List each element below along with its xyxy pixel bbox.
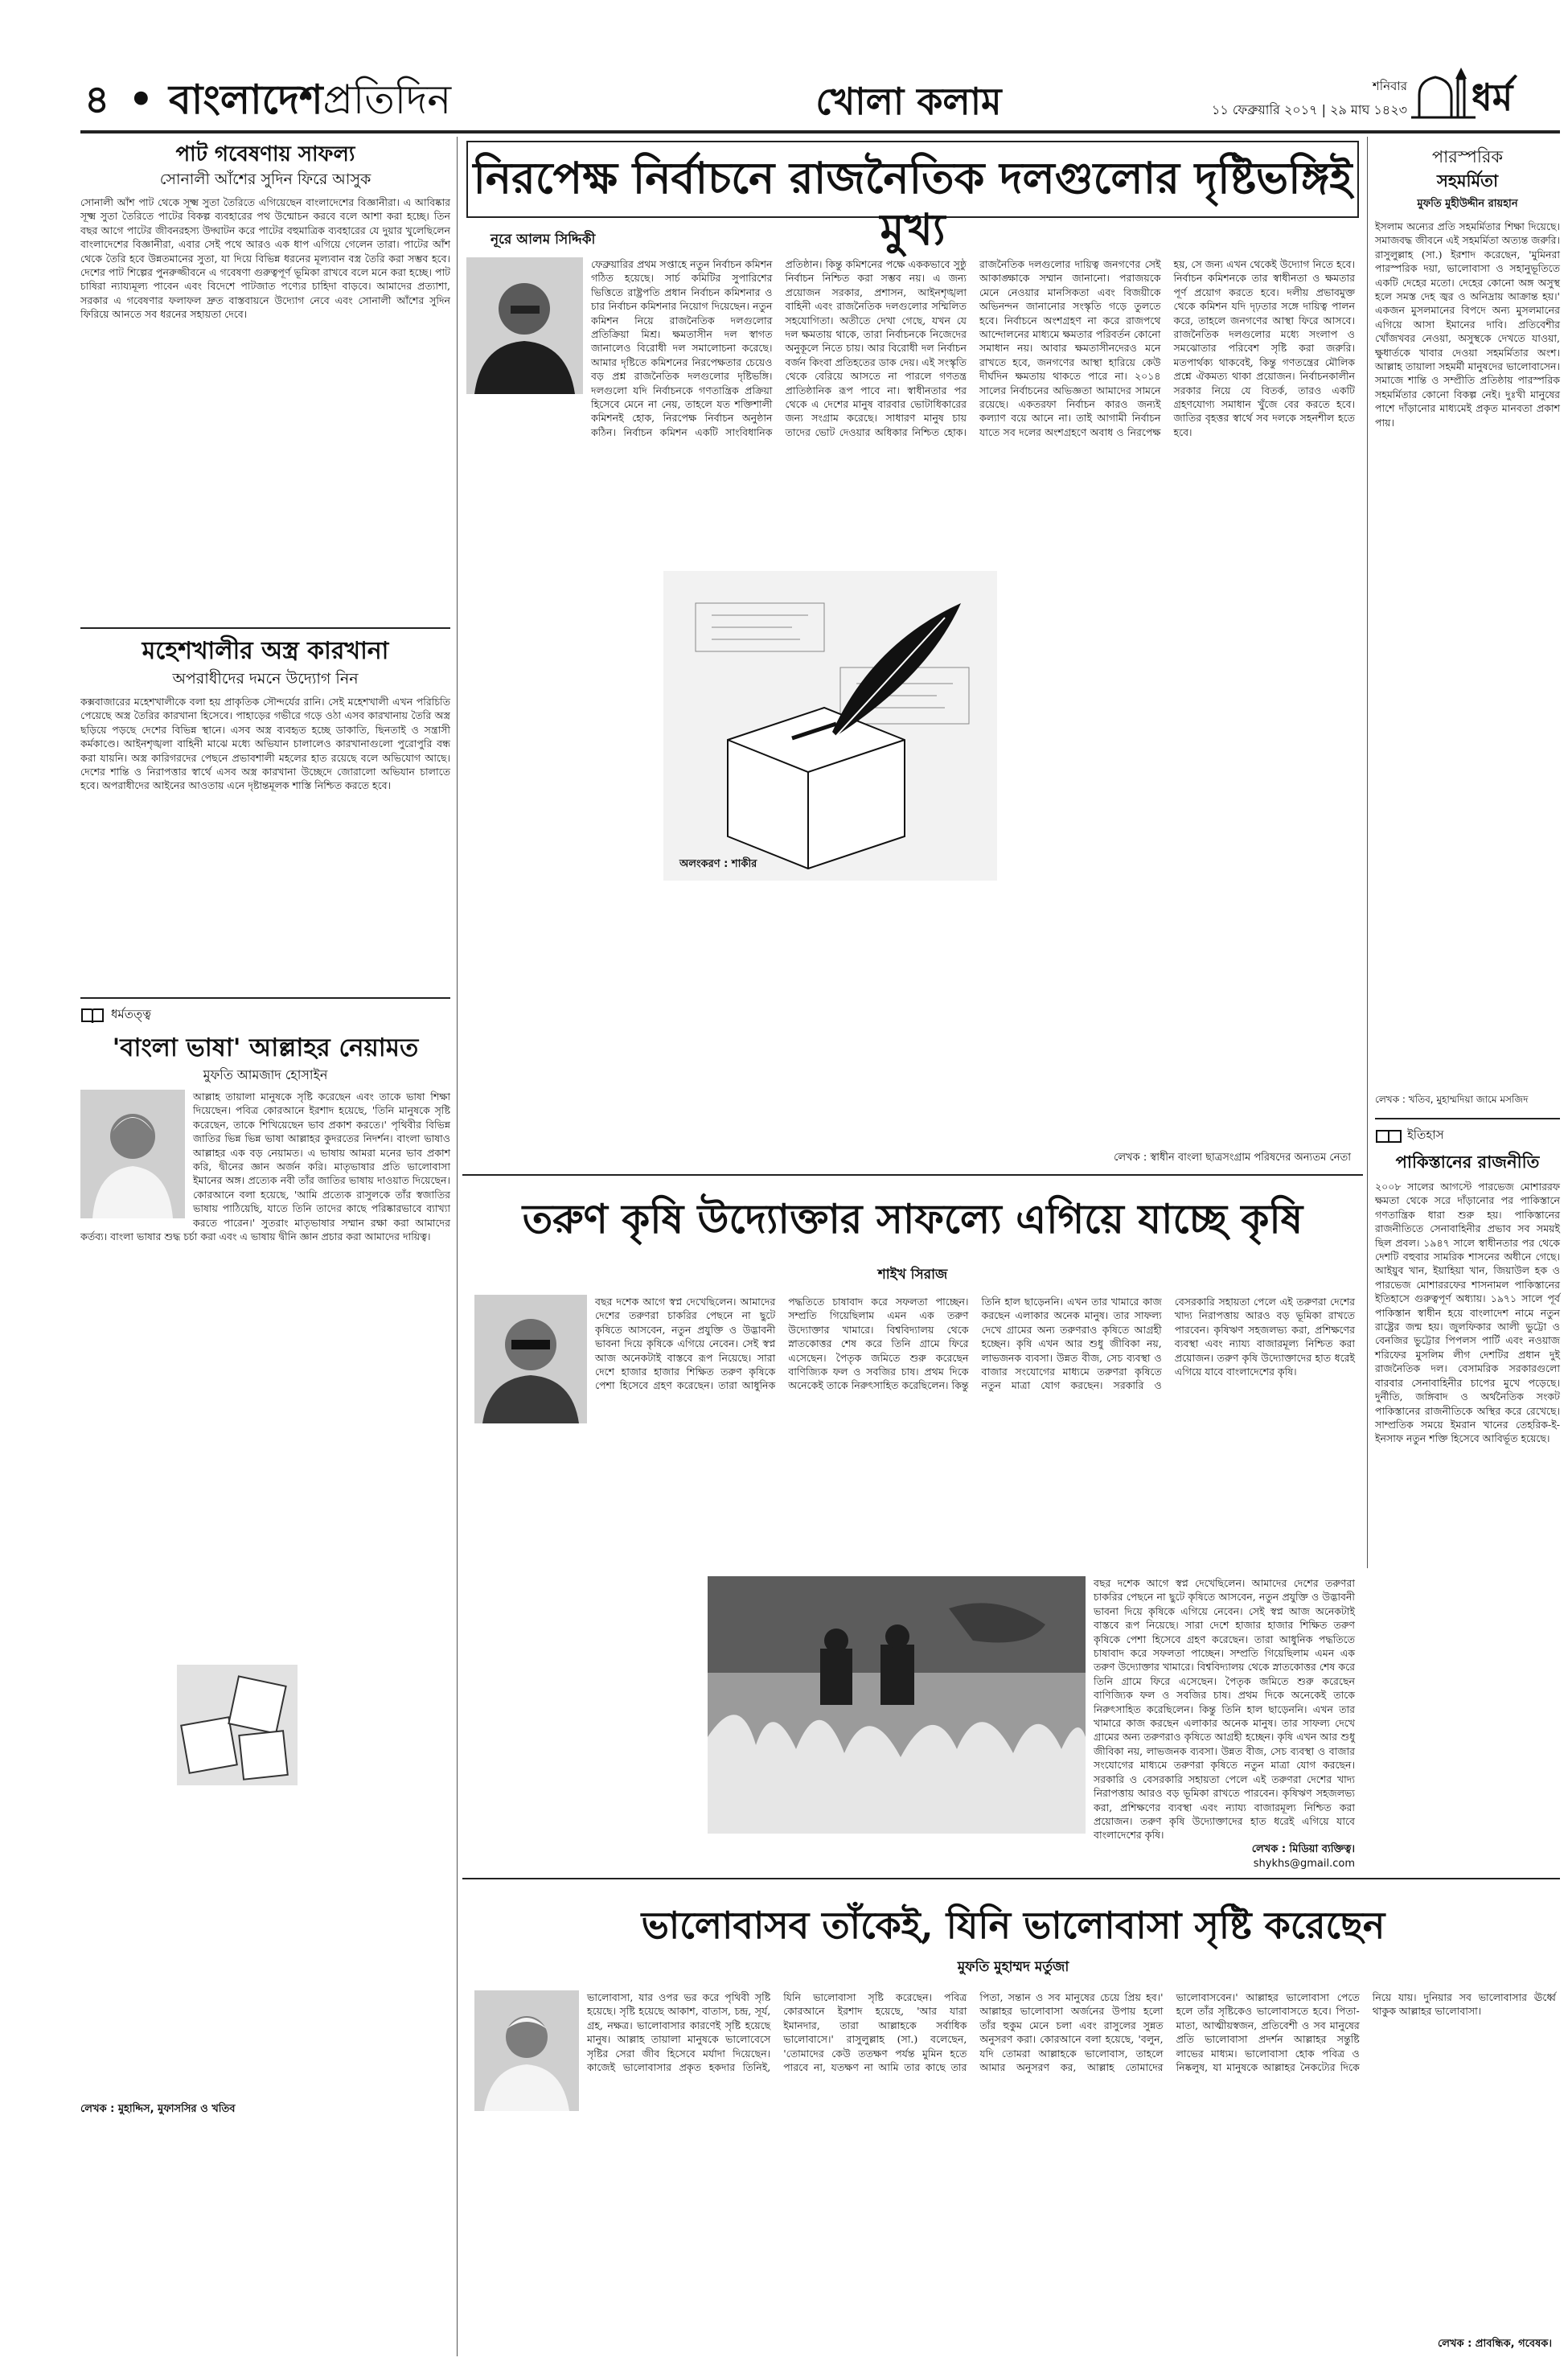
person-portrait-icon <box>474 1295 587 1423</box>
alphabet-blocks-icon <box>177 1665 298 1785</box>
lead-body: ফেব্রুয়ারির প্রথম সপ্তাহে নতুন নির্বাচন কমিশন গঠিত হয়েছে। সার্চ কমিটির সুপারিশের ভিত্তিতে রাষ্ট্রপতি প্রধান নির্বাচন কমিশনার ও চার নির্বাচন কমিশনার নিয়োগ দিয়েছেন। নতুন কমিশন নিয়ে রাজনৈতিক দলগুলোর প্রতিক্রিয়া মিশ্র। ক্ষমতাসীন দল স্বাগত জানালেও বিরোধী দল সমালোচনা করেছে। আমার দৃষ্টিতে কমিশনের নিরপেক্ষতার চেয়েও বড় প্রশ্ন রাজনৈতিক দলগুলোর দৃষ্টিভঙ্গি। দলগুলো যদি নির্বাচনকে গণতান্ত্রিক প্রক্রিয়া হিসেবে মেনে না নেয়, তাহলে যত শক্তিশালী কমিশনই হোক, নিরপেক্ষ নির্বাচন অনুষ্ঠান কঠিন। নির্বাচন কমিশন একটি সাংবিধানিক প্রতিষ্ঠান। কিন্তু কমিশনের পক্ষে এককভাবে সুষ্ঠু নির্বাচন নিশ্চিত করা সম্ভব নয়। এ জন্য প্রয়োজন সরকার, প্রশাসন, আইনশৃঙ্খলা বাহিনী এবং রাজনৈতিক দলগুলোর সম্মিলিত সহযোগিতা। অতীতে দেখা গেছে, যখন যে দল ক্ষমতায় থাকে, তারা নির্বাচনকে নিজেদের অনুকূলে নিতে চায়। আর বিরোধী দল নির্বাচন বর্জন কিংবা প্রতিহতের ডাক দেয়। এই সংস্কৃতি থেকে বেরিয়ে আসতে না পারলে গণতন্ত্র প্রাতিষ্ঠানিক রূপ পাবে না। স্বাধীনতার পর থেকে এ দেশের মানুষ বারবার ভোটাধিকারের জন্য সংগ্রাম করেছে। সাধারণ মানুষ চায় তাদের ভোট দেওয়ার অধিকার নিশ্চিত হোক। রাজনৈতিক দলগুলোর দায়িত্ব জনগণের সেই আকাঙ্ক্ষাকে সম্মান জানানো। পরাজয়কে মেনে নেওয়ার মানসিকতা এবং বিজয়ীকে অভিনন্দন জানানোর সংস্কৃতি গড়ে তুলতে হবে। নির্বাচনে অংশগ্রহণ না করে রাজপথে আন্দোলনের মাধ্যমে ক্ষমতার পরিবর্তন কোনো সমাধান নয়। আবার ক্ষমতাসীনদেরও মনে রাখতে হবে, জনগণের আস্থা হারিয়ে কেউ দীর্ঘদিন ক্ষমতায় থাকতে পারে না। ২০১৪ সালের নির্বাচনের অভিজ্ঞতা আমাদের সামনে রয়েছে। একতরফা নির্বাচন কারও জন্যই কল্যাণ বয়ে আনে না। তাই আগামী নির্বাচন যাতে সব দলের অংশগ্রহণে অবাধ ও নিরপেক্ষ হয়, সে জন্য এখন থেকেই উদ্যোগ নিতে হবে। নির্বাচন কমিশনকে তার স্বাধীনতা ও ক্ষমতার পূর্ণ প্রয়োগ করতে হবে। দলীয় প্রভাবমুক্ত থেকে কমিশন যদি দৃঢ়তার সঙ্গে দায়িত্ব পালন করে, তাহলে জনগণের আস্থা ফিরে আসবে। রাজনৈতিক দলগুলোর মধ্যে সংলাপ ও সমঝোতার পরিবেশ সৃষ্টি করা জরুরি। মতপার্থক্য থাকবেই, কিন্তু গণতন্ত্রের মৌলিক প্রশ্নে ঐকমত্য থাকা প্রয়োজন। নির্বাচনকালীন সরকার নিয়ে যে বিতর্ক, তারও একটি গ্রহণযোগ্য সমাধান খুঁজে বের করতে হবে। জাতির বৃহত্তর স্বার্থে সব দলকে সহনশীল হতে হবে। <box>591 258 1358 438</box>
author-photo <box>80 1090 185 1218</box>
article-title: পাট গবেষণায় সাফল্য <box>175 142 355 166</box>
article-title: সহমর্মিতা <box>1436 170 1499 191</box>
lead-divider <box>462 1174 1363 1176</box>
feature-love <box>466 1886 1560 2360</box>
col-rule-left <box>457 137 458 2356</box>
page-number: ৪ <box>84 77 110 122</box>
lead-author: নূরে আলম সিদ্দিকী <box>491 232 596 248</box>
book-icon <box>1375 1127 1402 1145</box>
left-divider-2 <box>80 997 450 999</box>
article-subtitle: অপরাধীদের দমনে উদ্যোগ নিন <box>172 670 359 688</box>
feature-agriculture <box>466 1182 1359 1970</box>
feature-headline: ভালোবাসব তাঁকেই, যিনি ভালোবাসা সৃষ্টি করেছেন <box>641 1904 1385 1947</box>
feature-footer: লেখক : মিডিয়া ব্যক্তিত্ব। <box>1251 1843 1355 1855</box>
article-author: মুফতি মুহীউদ্দীন রায়হান <box>1417 198 1518 210</box>
paper-name-suffix: প্রতিদিন <box>322 76 452 123</box>
article-footer: লেখক : মুহাদ্দিস, মুফাসসির ও খতিব <box>80 2103 236 2115</box>
kicker <box>1375 1126 1560 1146</box>
masthead-dot: • <box>129 77 154 122</box>
article-title: মহেশখালীর অস্ত্র কারখানা <box>142 637 389 665</box>
kicker <box>80 1005 450 1025</box>
weekday: শনিবার <box>1372 79 1407 93</box>
lead-footer: লেখক : স্বাধীন বাংলা ছাত্রসংগ্রাম পরিষদের অন্যতম নেতা <box>1114 1152 1351 1164</box>
letter-blocks-image <box>177 1665 298 1785</box>
article-kicker: পারস্পরিক <box>1431 147 1504 166</box>
feature-photo <box>708 1576 1086 1834</box>
illustration-credit: অলংকরণ : শাকীর <box>679 858 757 870</box>
feature-headline: তরুণ কৃষি উদ্যোক্তার সাফল্যে এগিয়ে যাচ্ছে কৃষি <box>522 1195 1303 1242</box>
article-body: ইসলাম অন্যের প্রতি সহমর্মিতার শিক্ষা দিয়েছে। সমাজবদ্ধ জীবনে এই সহমর্মিতা অত্যন্ত জরুরি। রাসুলুল্লাহ (সা.) ইরশাদ করেছেন, 'মুমিনরা পারস্পরিক দয়া, ভালোবাসা ও সহানুভূতিতে একটি দেহের মতো। দেহের কোনো অঙ্গ অসুস্থ হলে সমস্ত দেহ জ্বর ও অনিদ্রায় আক্রান্ত হয়।' একজন মুসলমানের বিপদে অন্য মুসলমানের এগিয়ে আসা ইমানের দাবি। প্রতিবেশীর খোঁজখবর নেওয়া, অসুস্থকে দেখতে যাওয়া, ক্ষুধার্তকে খাবার দেওয়া সহমর্মিতার অংশ। আল্লাহ তায়ালা সহমর্মী মানুষদের ভালোবাসেন। সমাজে শান্তি ও সম্প্রীতি প্রতিষ্ঠায় পারস্পরিক সহমর্মিতার কোনো বিকল্প নেই। দুঃখী মানুষের পাশে দাঁড়ানোর মাধ্যমেই প্রকৃত মানবতা প্রকাশ পায়। <box>1375 220 1563 429</box>
feature-author: মুফতি মুহাম্মদ মর্তুজা <box>957 1959 1069 1975</box>
feature-author: শাইখ সিরাজ <box>877 1267 948 1283</box>
feature-divider <box>462 1878 1560 1879</box>
lead-illustration <box>663 571 997 881</box>
lead-headline: নিরপেক্ষ নির্বাচনে রাজনৈতিক দলগুলোর দৃষ্টিভঙ্গিই মুখ্য <box>473 152 1353 255</box>
ballot-illustration <box>663 571 997 881</box>
feature-footer: লেখক : প্রাবন্ধিক, গবেষক। <box>1437 2338 1552 2350</box>
left-article-jute <box>80 141 454 598</box>
article-body: সোনালী আঁশ পাট থেকে সূক্ষ্ম সুতা তৈরিতে এগিয়েছেন বাংলাদেশের বিজ্ঞানীরা। এ আবিষ্কার সূক্ষ্ম সুতা তৈরিতে পাটের বিকল্প ব্যবহারের পথ উন্মোচন করবে বলে আশা করা হচ্ছে। তিন বছর আগে পাটের জীবনরহস্য উদ্ঘাটন করে পাটের বহুমাত্রিক ব্যবহারের যে দুয়ার খুলেছিলেন বাংলাদেশের বিজ্ঞানীরা, এবার সেই পথে আরও এক ধাপ এগিয়ে গেলেন তারা। পাটের আঁশ থেকে তৈরি হবে উন্নতমানের সুতা, যা দিয়ে বিভিন্ন ধরনের মূল্যবান বস্ত্র তৈরি করা সম্ভব হবে। দেশের পাট শিল্পের পুনরুজ্জীবনে এ গবেষণা গুরুত্বপূর্ণ ভূমিকা রাখবে বলে মনে করা হচ্ছে। পাট চাষিরা ন্যায্যমূল্য পাবেন এবং বিদেশে পাটজাত পণ্যের চাহিদা বাড়বে। আমাদের প্রত্যাশা, সরকার এ গবেষণার ফলাফল দ্রুত বাস্তবায়নে উদ্যোগ নেবে এবং সোনালী আঁশের সুদিন ফিরিয়ে আনতে সব ধরনের সহায়তা দেবে। <box>80 196 454 321</box>
feature-body: ভালোবাসা, যার ওপর ভর করে পৃথিবী সৃষ্টি হয়েছে। সৃষ্টি হয়েছে আকাশ, বাতাস, চন্দ্র, সূর্য, গ্রহ, নক্ষত্র। ভালোবাসার কারণেই সৃষ্টি হয়েছে মানুষ। আল্লাহ তায়ালা মানুষকে ভালোবেসে সৃষ্টির সেরা জীব হিসেবে মর্যাদা দিয়েছেন। কাজেই ভালোবাসার প্রকৃত হকদার তিনিই, যিনি ভালোবাসা সৃষ্টি করেছেন। পবিত্র কোরআনে ইরশাদ হয়েছে, 'আর যারা ইমানদার, তারা আল্লাহকে সর্বাধিক ভালোবাসে।' রাসুলুল্লাহ (সা.) বলেছেন, 'তোমাদের কেউ ততক্ষণ পর্যন্ত মুমিন হতে পারবে না, যতক্ষণ না আমি তার কাছে তার পিতা, সন্তান ও সব মানুষের চেয়ে প্রিয় হব।' আল্লাহর ভালোবাসা অর্জনের উপায় হলো তাঁর হুকুম মেনে চলা এবং রাসুলের সুন্নত অনুসরণ করা। কোরআনে বলা হয়েছে, 'বলুন, যদি তোমরা আল্লাহকে ভালোবাস, তাহলে আমার অনুসরণ কর, আল্লাহ তোমাদের ভালোবাসবেন।' আল্লাহর ভালোবাসা পেতে হলে তাঁর সৃষ্টিকেও ভালোবাসতে হবে। পিতা-মাতা, আত্মীয়স্বজন, প্রতিবেশী ও সব মানুষের প্রতি ভালোবাসা প্রদর্শন আল্লাহর সন্তুষ্টি লাভের মাধ্যম। ভালোবাসা হোক পবিত্র ও নিষ্কলুষ, যা মানুষকে আল্লাহর নৈকট্যের দিকে নিয়ে যায়। দুনিয়ার সব ভালোবাসার ঊর্ধ্বে থাকুক আল্লাহর ভালোবাসা। <box>587 1991 1559 2074</box>
paper-name-main: বাংলাদেশ <box>169 76 323 123</box>
kicker-label: ধর্মতত্ত্ব <box>111 1007 151 1021</box>
person-portrait-icon <box>80 1090 185 1218</box>
feature-author-photo <box>474 1990 579 2111</box>
article-subtitle: সোনালী আঁশের সুদিন ফিরে আসুক <box>159 170 371 188</box>
religion-article-empathy <box>1375 145 1563 1109</box>
lead-article <box>466 141 1359 1170</box>
masthead <box>0 0 1568 153</box>
paper-name <box>169 76 451 124</box>
person-portrait-icon <box>466 257 583 394</box>
feature-body: বছর দশেক আগে স্বপ্ন দেখেছিলেন। আমাদের দেশের তরুণরা চাকরির পেছনে না ছুটে কৃষিতে আসবেন, নতুন প্রযুক্তি ও উদ্ভাবনী ভাবনা দিয়ে কৃষিকে এগিয়ে নেবেন। সেই স্বপ্ন আজ অনেকটাই বাস্তবে রূপ নিয়েছে। সারা দেশে হাজার হাজার শিক্ষিত তরুণ কৃষিকে পেশা হিসেবে গ্রহণ করেছেন। তারা আধুনিক পদ্ধতিতে চাষাবাদ করে সফলতা পাচ্ছেন। সম্প্রতি গিয়েছিলাম এমন এক তরুণ উদ্যোক্তার খামারে। বিশ্ববিদ্যালয় থেকে স্নাতকোত্তর শেষ করে তিনি গ্রামে ফিরে এসেছেন। পৈতৃক জমিতে শুরু করেছেন বাণিজ্যিক ফল ও সবজির চাষ। প্রথম দিকে অনেকেই তাকে নিরুৎসাহিত করেছিলেন। কিন্তু তিনি হাল ছাড়েননি। এখন তার খামারে কাজ করছেন এলাকার অনেক মানুষ। তার সাফল্য দেখে গ্রামের অন্য তরুণরাও কৃষিতে আগ্রহী হচ্ছেন। কৃষি এখন আর শুধু জীবিকা নয়, লাভজনক ব্যবসা। উন্নত বীজ, সেচ ব্যবস্থা ও বাজার সংযোগের মাধ্যমে তরুণরা কৃষিতে নতুন মাত্রা যোগ করছেন। সরকারি ও বেসরকারি সহায়তা পেলে এই তরুণরা দেশের খাদ্য নিরাপত্তায় আরও বড় ভূমিকা রাখতে পারবেন। কৃষিঋণ সহজলভ্য করা, প্রশিক্ষণের ব্যবস্থা এবং ন্যায্য বাজারমূল্য নিশ্চিত করা প্রয়োজন। তরুণ কৃষি উদ্যোক্তাদের হাত ধরেই এগিয়ে যাবে বাংলাদেশের কৃষি। <box>595 1296 1358 1392</box>
section-title: খোলা কলাম <box>815 80 1002 123</box>
religion-article-pakistan <box>1375 1126 1563 1582</box>
mosque-icon <box>1411 63 1476 119</box>
masthead-rule <box>80 130 1560 133</box>
kicker-label: ইতিহাস <box>1407 1127 1444 1142</box>
left-article-bangla <box>80 1005 454 2118</box>
article-body: ২০০৮ সালের আগস্টে পারভেজ মোশাররফ ক্ষমতা থেকে সরে দাঁড়ানোর পর পাকিস্তানে গণতান্ত্রিক ধারা শুরু হয়। পাকিস্তানের রাজনীতিতে সেনাবাহিনীর প্রভাব সব সময়ই ছিল প্রবল। ১৯৪৭ সালে স্বাধীনতার পর থেকে দেশটি বহুবার সামরিক শাসনের অধীনে গেছে। আইয়ুব খান, ইয়াহিয়া খান, জিয়াউল হক ও পারভেজ মোশাররফের শাসনামল পাকিস্তানের ইতিহাসে গুরুত্বপূর্ণ অধ্যায়। ১৯৭১ সালে পূর্ব পাকিস্তান স্বাধীন হয়ে বাংলাদেশ নামে নতুন রাষ্ট্রের জন্ম হয়। জুলফিকার আলী ভুট্টো ও বেনজির ভুট্টোর পিপলস পার্টি এবং নওয়াজ শরিফের মুসলিম লীগ দেশটির প্রধান দুই রাজনৈতিক দল। বেসামরিক সরকারগুলো বারবার সেনাবাহিনীর চাপের মুখে পড়েছে। দুর্নীতি, জঙ্গিবাদ ও অর্থনৈতিক সংকট পাকিস্তানের রাজনীতিকে অস্থির করে রেখেছে। সাম্প্রতিক সময়ে ইমরান খানের তেহরিক-ই-ইনসাফ নতুন শক্তি হিসেবে আবির্ভূত হয়েছে। <box>1375 1181 1563 1445</box>
feature-author-photo <box>474 1295 587 1423</box>
left-article-arms <box>80 635 454 1017</box>
lead-author-photo <box>466 257 583 394</box>
article-body: কক্সবাজারের মহেশখালীকে বলা হয় প্রাকৃতিক সৌন্দর্যের রানি। সেই মহেশখালী এখন পরিচিতি পেয়েছে অস্ত্র তৈরির কারখানা হিসেবে। পাহাড়ের গভীরে গড়ে ওঠা এসব কারখানায় তৈরি অস্ত্র ছড়িয়ে পড়ছে দেশের বিভিন্ন স্থানে। এসব অস্ত্র ব্যবহৃত হচ্ছে ডাকাতি, ছিনতাই ও সন্ত্রাসী কর্মকাণ্ডে। আইনশৃঙ্খলা বাহিনী মাঝে মধ্যে অভিযান চালালেও কারখানাগুলো পুরোপুরি বন্ধ করা যায়নি। অস্ত্র কারিগরদের পেছনে প্রভাবশালী মহলের হাত রয়েছে বলে অভিযোগ আছে। দেশের শান্তি ও নিরাপত্তার স্বার্থে এসব অস্ত্র কারখানা উচ্ছেদে জোরালো অভিযান চালাতে হবে। অপরাধীদের আইনের আওতায় এনে দৃষ্টান্তমূলক শাস্তি নিশ্চিত করতে হবে। <box>80 696 454 792</box>
article-title: পাকিস্তানের রাজনীতি <box>1395 1152 1540 1172</box>
article-body: আল্লাহ তায়ালা মানুষকে সৃষ্টি করেছেন এবং তাকে ভাষা শিক্ষা দিয়েছেন। পবিত্র কোরআনে ইরশাদ হয়েছে, 'তিনি মানুষকে সৃষ্টি করেছেন, তাকে শিখিয়েছেন ভাব প্রকাশ করতে।' পৃথিবীর বিভিন্ন জাতির ভিন্ন ভিন্ন ভাষা আল্লাহর কুদরতের নিদর্শন। বাংলা ভাষাও আল্লাহর এক বড় নেয়ামত। এ ভাষায় আমরা মনের ভাব প্রকাশ করি, দ্বীনের জ্ঞান অর্জন করি। মাতৃভাষার প্রতি ভালোবাসা ইমানের অঙ্গ। প্রত্যেক নবী তাঁর জাতির ভাষায় দাওয়াত দিয়েছেন। কোরআনে বলা হয়েছে, 'আমি প্রত্যেক রাসুলকে তাঁর স্বজাতির ভাষায় পাঠিয়েছি, যাতে তিনি তাদের কাছে পরিষ্কারভাবে ব্যাখ্যা করতে পারেন।' সুতরাং মাতৃভাষার সম্মান রক্ষা করা আমাদের কর্তব্য। বাংলা ভাষার শুদ্ধ চর্চা করা এবং এ ভাষায় দ্বীনি জ্ঞান প্রচার করা আমাদের দায়িত্ব। <box>80 1090 454 1243</box>
date-line: ১১ ফেব্রুয়ারি ২০১৭ | ২৯ মাঘ ১৪২৩ <box>1212 102 1407 117</box>
article-author: মুফতি আমজাদ হোসাইন <box>203 1067 328 1082</box>
col-rule-right <box>1367 137 1368 1568</box>
religion-divider <box>1375 1118 1560 1119</box>
article-footer: লেখক : খতিব, মুহাম্মদিয়া জামে মসজিদ <box>1375 1094 1529 1105</box>
farm-field-image <box>708 1576 1086 1834</box>
feature-body-right: বছর দশেক আগে স্বপ্ন দেখেছিলেন। আমাদের দেশের তরুণরা চাকরির পেছনে না ছুটে কৃষিতে আসবেন, নতুন প্রযুক্তি ও উদ্ভাবনী ভাবনা দিয়ে কৃষিকে এগিয়ে নেবেন। সেই স্বপ্ন আজ অনেকটাই বাস্তবে রূপ নিয়েছে। সারা দেশে হাজার হাজার শিক্ষিত তরুণ কৃষিকে পেশা হিসেবে গ্রহণ করেছেন। তারা আধুনিক পদ্ধতিতে চাষাবাদ করে সফলতা পাচ্ছেন। সম্প্রতি গিয়েছিলাম এমন এক তরুণ উদ্যোক্তার খামারে। বিশ্ববিদ্যালয় থেকে স্নাতকোত্তর শেষ করে তিনি গ্রামে ফিরে এসেছেন। পৈতৃক জমিতে শুরু করেছেন বাণিজ্যিক ফল ও সবজির চাষ। প্রথম দিকে অনেকেই তাকে নিরুৎসাহিত করেছিলেন। কিন্তু তিনি হাল ছাড়েননি। এখন তার খামারে কাজ করছেন এলাকার অনেক মানুষ। তার সাফল্য দেখে গ্রামের অন্য তরুণরাও কৃষিতে আগ্রহী হচ্ছেন। কৃষি এখন আর শুধু জীবিকা নয়, লাভজনক ব্যবসা। উন্নত বীজ, সেচ ব্যবস্থা ও বাজার সংযোগের মাধ্যমে তরুণরা কৃষিতে নতুন মাত্রা যোগ করছেন। সরকারি ও বেসরকারি সহায়তা পেলে এই তরুণরা দেশের খাদ্য নিরাপত্তায় আরও বড় ভূমিকা রাখতে পারবেন। কৃষিঋণ সহজলভ্য করা, প্রশিক্ষণের ব্যবস্থা এবং ন্যায্য বাজারমূল্য নিশ্চিত করা প্রয়োজন। তরুণ কৃষি উদ্যোক্তাদের হাত ধরেই এগিয়ে যাবে বাংলাদেশের কৃষি। <box>1094 1577 1358 1842</box>
article-title: 'বাংলা ভাষা' আল্লাহর নেয়ামত <box>112 1033 419 1062</box>
person-portrait-icon <box>474 1990 579 2111</box>
feature-email: shykhs@gmail.com <box>1253 1858 1355 1870</box>
left-divider-1 <box>80 627 450 629</box>
religion-section-title: ধর্ম <box>1472 76 1513 119</box>
book-icon <box>80 1007 105 1025</box>
